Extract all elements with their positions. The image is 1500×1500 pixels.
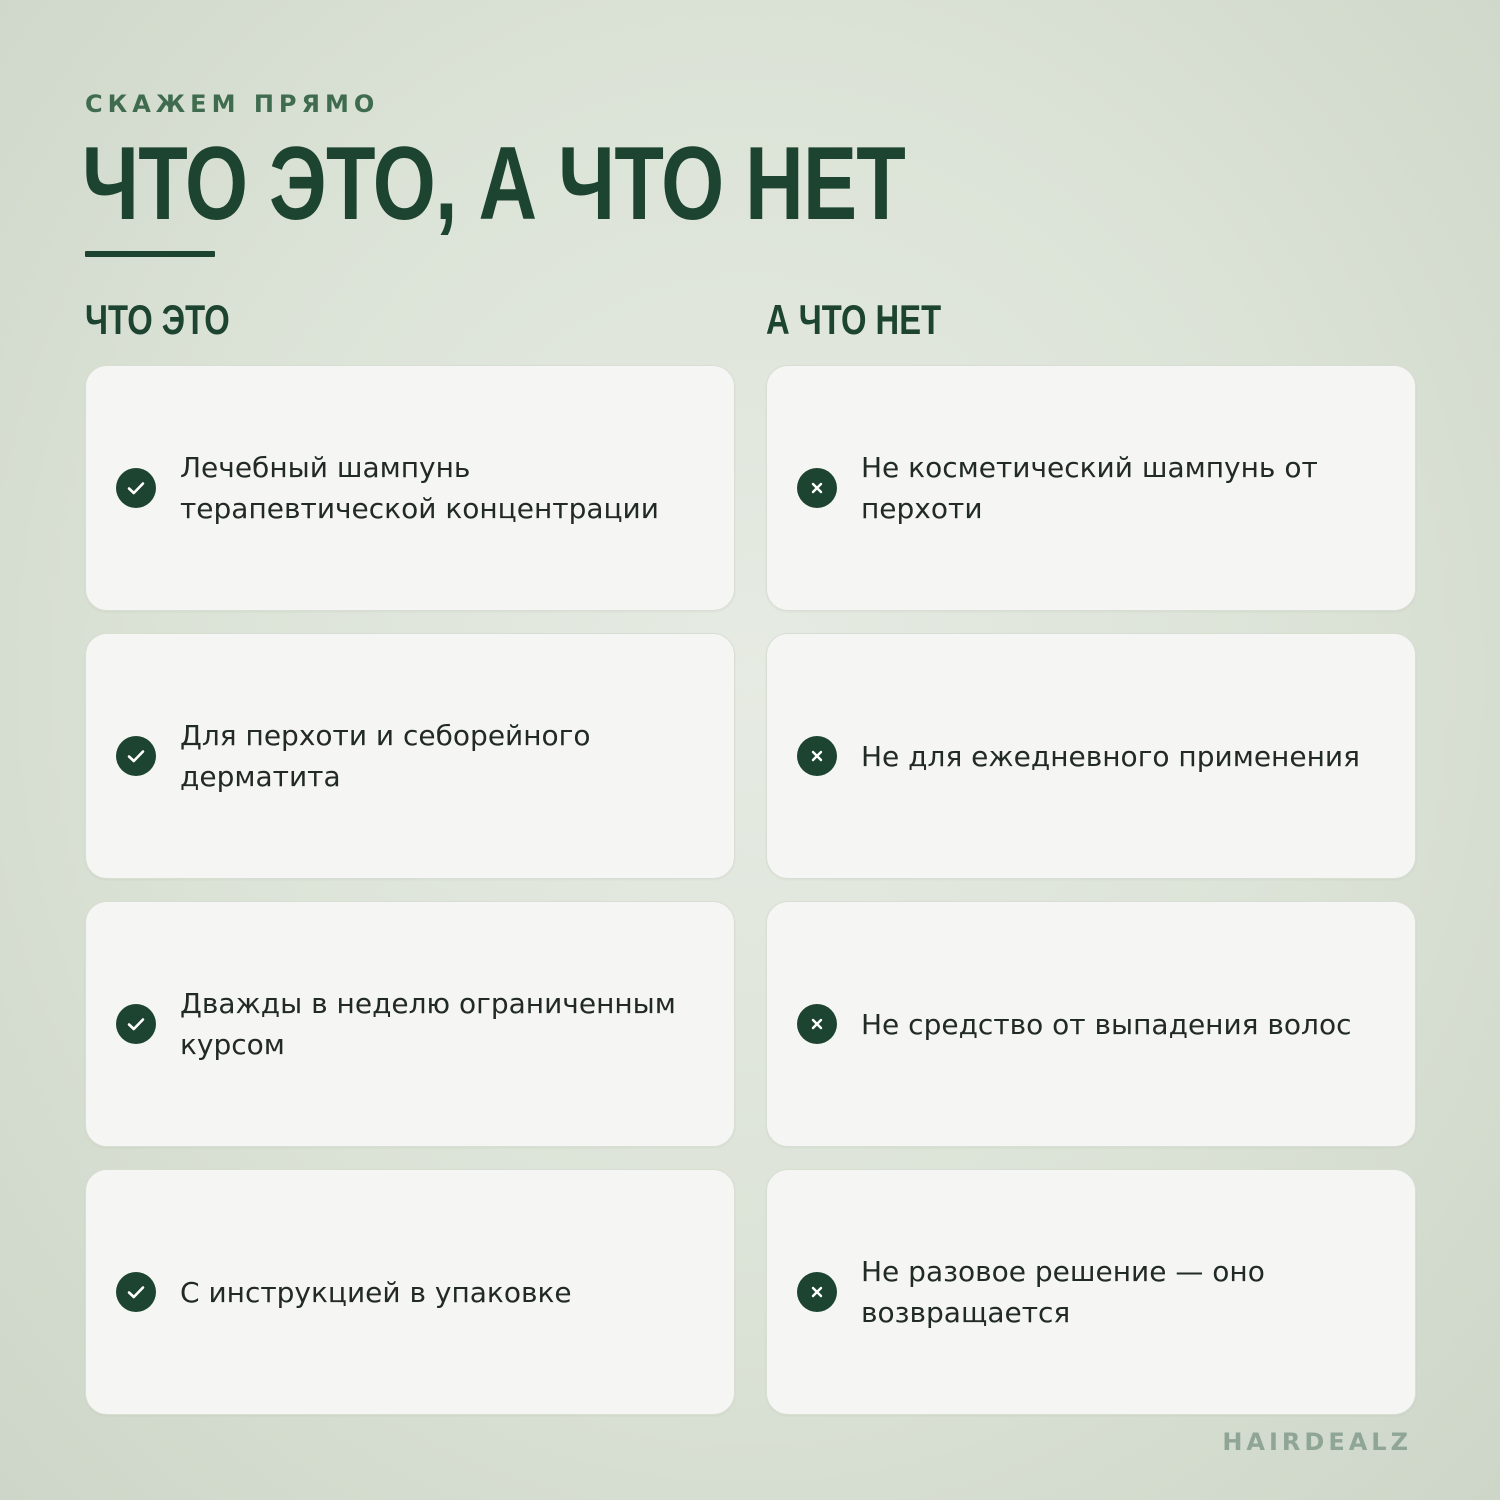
- page-title: ЧТО ЭТО, А ЧТО НЕТ: [82, 126, 906, 242]
- column-heading-is-not: А ЧТО НЕТ: [766, 296, 942, 343]
- brand-logo: HAIRDEALZ: [1222, 1428, 1412, 1456]
- is-card-text: Лечебный шампунь терапевтической концентрации: [180, 451, 659, 525]
- is-not-card-text: Не средство от выпадения волос: [861, 1007, 1352, 1041]
- is-not-card: [766, 901, 1416, 1147]
- is-card: [85, 901, 735, 1147]
- cross-icon: [797, 468, 837, 508]
- is-not-card: [766, 633, 1416, 879]
- is-card-text: С инструкцией в упаковке: [180, 1275, 572, 1309]
- check-icon: [116, 1004, 156, 1044]
- cross-icon: [797, 1004, 837, 1044]
- is-card-text: Для перхоти и себорейного дерматита: [180, 719, 591, 793]
- title-underline: [85, 251, 215, 257]
- cross-icon: [797, 736, 837, 776]
- check-icon: [116, 468, 156, 508]
- is-not-card-text: Не косметический шампунь от перхоти: [861, 451, 1318, 525]
- is-not-card: [766, 365, 1416, 611]
- is-not-column: [766, 365, 1416, 1415]
- is-not-card: [766, 1169, 1416, 1415]
- check-icon: [116, 736, 156, 776]
- is-card: [85, 365, 735, 611]
- is-not-card-text: Не для ежедневного применения: [861, 739, 1360, 773]
- is-not-card-text: Не разовое решение — оно возвращается: [861, 1255, 1265, 1329]
- is-column: [85, 365, 735, 1415]
- column-heading-is: ЧТО ЭТО: [85, 296, 230, 343]
- is-card: [85, 1169, 735, 1415]
- is-card-text: Дважды в неделю ограниченным курсом: [180, 987, 676, 1061]
- check-icon: [116, 1272, 156, 1312]
- is-card: [85, 633, 735, 879]
- eyebrow-label: СКАЖЕМ ПРЯМО: [85, 90, 380, 118]
- cross-icon: [797, 1272, 837, 1312]
